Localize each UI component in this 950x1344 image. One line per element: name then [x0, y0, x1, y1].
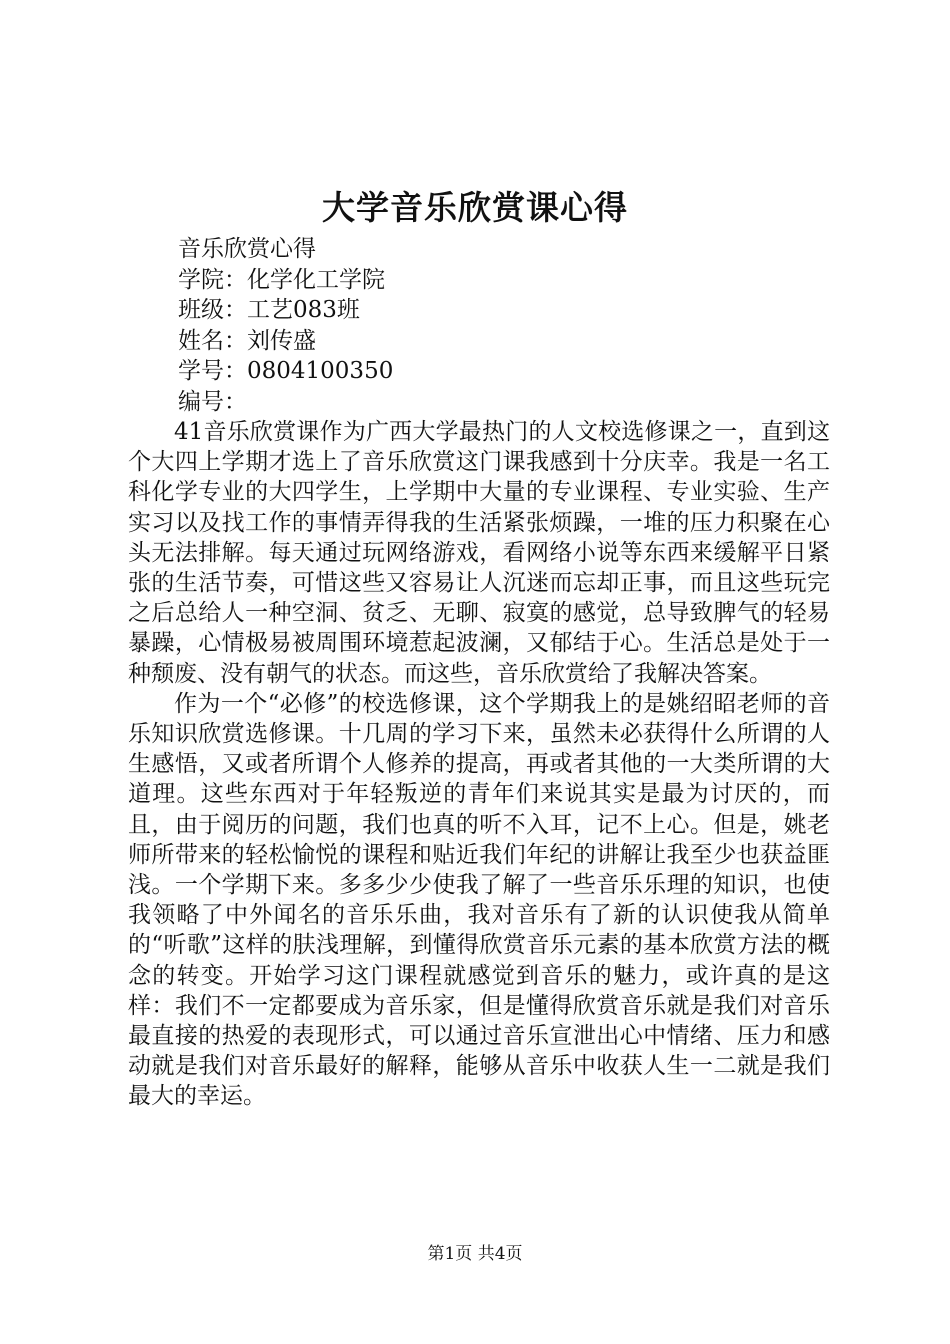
info-block	[178, 234, 838, 417]
info-number: 编号：	[178, 388, 247, 415]
info-class: 班级：工艺083班	[178, 297, 360, 323]
page-title: 大学音乐欣赏课心得	[322, 188, 628, 227]
info-name: 姓名：刘传盛	[178, 327, 316, 354]
paragraph: 41音乐欣赏课作为广西大学最热门的人文校选修课之一，直到这个大四上学期才选上了音乐欣赏这门课我感到十分庆幸。我是一名工科化学专业的大四学生，上学期中大量的专业课程、专业实验、生产实习以及找工作的事情弄得我的生活紧张烦躁，一堆的压力积聚在心头无法排解。每天通过玩网络游戏，看网络小说等东西来缓解平日紧张的生活节奏，可惜这些又容易让人沉迷而忘却正事，而且这些玩完之后总给人一种空洞、贫乏、无聊、寂寞的感觉，总导致脾气的轻易暴躁，心情极易被周围环境惹起波澜，又郁结于心。生活总是处于一种颓废、没有朝气的状态。而这些，音乐欣赏给了我解决答案。	[128, 419, 830, 687]
body-text	[128, 417, 830, 1112]
info-student-id: 学号：0804100350	[178, 358, 394, 384]
paragraph: 作为一个“必修”的校选修课，这个学期我上的是姚绍昭老师的音乐知识欣赏选修课。十几周的学习下来，虽然未必获得什么所谓的人生感悟，又或者所谓个人修养的提高，再或者其他的一大类所谓的大道理。这些东西对于年轻叛逆的青年们来说其实是最为讨厌的，而且，由于阅历的问题，我们也真的听不入耳，记不上心。但是，姚老师所带来的轻松愉悦的课程和贴近我们年纪的讲解让我至少也获益匪浅。一个学期下来。多多少少使我了解了一些音乐乐理的知识，也使我领略了中外闻名的音乐乐曲，我对音乐有了新的认识使我从简单的“听歌”这样的肤浅理解，到懂得欣赏音乐元素的基本欣赏方法的概念的转变。开始学习这门课程就感觉到音乐的魅力，或许真的是这样：我们不一定都要成为音乐家，但是懂得欣赏音乐就是我们对音乐最直接的热爱的表现形式，可以通过音乐宣泄出心中情绪、压力和感动就是我们对音乐最好的解释，能够从音乐中收获人生一二就是我们最大的幸运。	[128, 690, 830, 1110]
info-subtitle: 音乐欣赏心得	[178, 236, 316, 262]
info-college: 学院：化学化工学院	[178, 266, 385, 293]
page-footer: 第1页 共4页	[427, 1244, 523, 1264]
